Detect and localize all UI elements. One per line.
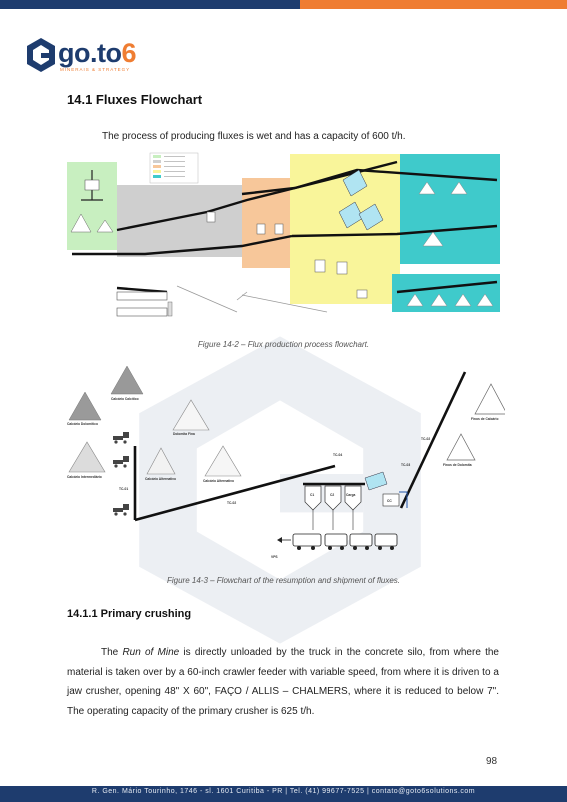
footer-bar: [0, 786, 567, 802]
subsection-title: 14.1.1 Primary crushing: [67, 608, 192, 620]
section-title: 14.1 Fluxes Flowchart: [67, 92, 203, 107]
figure-14-3-caption: Figure 14-3 – Flowchart of the resumption and shipment of fluxes.: [166, 576, 400, 585]
page-number: 98: [486, 756, 498, 767]
top-bar-dark-segment: [0, 0, 300, 9]
logo-tagline: MINERAIS & STRATEGY: [60, 67, 131, 72]
stock-label-7: Finos de Calcário: [471, 417, 499, 421]
stock-label-8: Finos de Dolomita: [443, 463, 472, 467]
conveyor-label-1: TC-01: [119, 487, 129, 491]
primary-crushing-paragraph: The Run of Mine is directly unloaded by the truck in the concrete silo, from where the material is taken over by a 60-inch crawler feeder with variable speed, from where it is driven to a jaw crusher, opening 48" X 60", FAÇO / ALLIS – CHALMERS, where it is reduced to below 7". The operating capacity of the primary crusher is 625 t/h.: [67, 647, 499, 717]
silo-label-2: C2: [330, 493, 335, 497]
cc-label: CC: [387, 499, 392, 503]
conveyor-label-3: TC-04: [333, 453, 343, 457]
resumption-shipment-flowchart: [65, 360, 505, 572]
top-bar-orange-segment: [300, 0, 567, 9]
silo-label-1: C1: [310, 493, 315, 497]
stock-label-2: Calcário Dolomítico: [67, 422, 98, 426]
conveyor-label-2: TC-02: [227, 501, 237, 505]
figure-14-2-caption: Figure 14-2 – Flux production process flowchart.: [197, 340, 370, 349]
stock-label-6: Calcário Alternativo: [203, 479, 235, 483]
conveyor-label-4: TC-03: [401, 463, 411, 467]
stock-label-3: Dolomita Fina: [173, 432, 195, 436]
conveyor-label-5: TC-02: [421, 437, 431, 441]
stock-label-4: Calcário Intermediário: [67, 475, 102, 479]
stock-label-1: Calcário Calcítico: [111, 397, 139, 401]
logo-wordmark: go.to6: [58, 38, 137, 68]
section-intro: The process of producing fluxes is wet and has a capacity of 600 t/h.: [102, 131, 406, 142]
silo-label-3: Carga: [346, 493, 356, 497]
top-color-bar: [0, 0, 567, 9]
footer-contact: R. Gen. Mário Tourinho, 1746 - sl. 1601 Curitiba - PR | Tel. (41) 99677-7525 | contato@goto6solutions.com: [91, 788, 476, 795]
run-of-mine-term: Run of Mine: [122, 647, 180, 658]
flux-production-flowchart: [67, 150, 500, 335]
stock-label-5: Calcário Alternativo: [145, 477, 177, 481]
train-label: VPS: [271, 555, 278, 559]
